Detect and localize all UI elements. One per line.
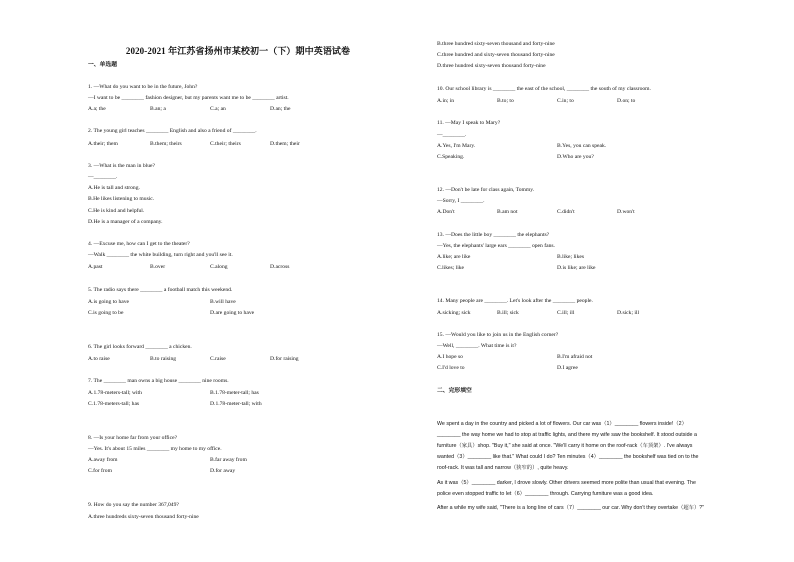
option-8a: A.away from — [88, 457, 118, 463]
option-11a: A.Yes, I'm Mary. — [437, 143, 476, 149]
option-13c: C.likes; like — [437, 265, 465, 271]
option-14a: A.sicking; sick — [437, 310, 471, 316]
option-1b: B.an; a — [150, 106, 166, 112]
option-13a: A.like; are like — [437, 254, 471, 260]
passage-line: furniture（家具）shop. "Buy it," she said at once. "We'll carry it home on the roof-rack（车顶架）. I've always — [437, 443, 693, 449]
option-1d: D.an; the — [270, 106, 291, 112]
option-7c: C.1.78-meters-tall; has — [88, 401, 140, 407]
option-5d: D.are going to have — [210, 310, 255, 316]
option-7d: D.1.78-meter-tall; with — [210, 401, 262, 407]
question-3-text: —________. — [88, 174, 118, 180]
question-12: 12. —Don't be late for class again, Tommy. — [437, 187, 535, 193]
option-11d: D.Who are you? — [557, 154, 594, 160]
option-10b: B.to; to — [497, 98, 514, 104]
passage-line: We spent a day in the country and picked a lot of flowers. Our car was（1）________ flowers inside!（2） — [437, 421, 687, 427]
question-9: 9. How do you say the number 367,049? — [88, 502, 179, 508]
option-13b: B.like; likes — [557, 254, 585, 260]
option-3c: C.He is kind and helpful. — [88, 208, 145, 214]
option-13d: D.is like; are like — [557, 265, 596, 271]
question-4: 4. —Excuse me, how can I get to the theater? — [88, 241, 190, 247]
option-15c: C.I'd love to — [437, 365, 465, 371]
option-12d: D.won't — [617, 209, 635, 215]
option-15b: B.I'm afraid not — [557, 354, 593, 360]
option-2c: C.their; theirs — [210, 141, 241, 147]
passage-line: After a while my wife said, "There is a long line of cars（7）________ our car. Why don't they overtake（超车）?" — [437, 505, 705, 511]
option-15a: A.I hope so — [437, 354, 463, 360]
question-14: 14. Many people are ________. Let's look after the ________ people. — [437, 298, 593, 304]
passage-line: As it was（5）________ darker, I drove slowly. Other drivers seemed more polite than usual that evening. The — [437, 480, 696, 486]
question-6: 6. The girl looks forward ________ a chicken. — [88, 344, 192, 350]
option-14d: D.sick; ill — [617, 310, 640, 316]
option-3a: A.He is tall and strong. — [88, 185, 140, 191]
question-10: 10. Our school library is ________ the east of the school, ________ the south of my classroom. — [437, 86, 651, 92]
option-1c: C.a; an — [210, 106, 226, 112]
question-8-text: —Yes. It's about 15 miles ________ my home to my office. — [88, 446, 222, 452]
option-10a: A.in; in — [437, 98, 455, 104]
option-6b: B.to raising — [150, 356, 177, 362]
option-8b: B.far away from — [210, 457, 247, 463]
option-3b: B.He likes listening to music. — [88, 196, 155, 202]
passage-line: wanted（3）________ like that." What could I do? Ten minutes（4）________ the bookshelf was tied on to the — [437, 454, 699, 460]
option-9d: D.three hundred sixty-seven thousand forty-nine — [437, 63, 546, 69]
question-7: 7. The ________ man owns a big house ________ nine rooms. — [88, 378, 229, 384]
option-6c: C.raise — [210, 356, 226, 362]
option-5b: B.will have — [210, 299, 236, 305]
section-heading-single-choice: 一、单选题 — [88, 62, 117, 68]
option-11b: B.Yes, you can speak. — [557, 143, 607, 149]
page-title: 2020-2021 年江苏省扬州市某校初一（下）期中英语试卷 — [125, 46, 351, 56]
question-1-text: —I want to be ________ fashion designer, but my parents want me to be ________ artist. — [88, 95, 289, 101]
option-2a: A.their; them — [88, 141, 118, 147]
question-8: 8. —Is your home far from your office? — [88, 435, 178, 441]
option-12b: B.am not — [497, 209, 518, 215]
option-2b: B.them; theirs — [150, 141, 182, 147]
option-7b: B.1.78-meter-tall; has — [210, 390, 259, 396]
option-2d: D.them; their — [270, 141, 300, 147]
question-12-text: —Sorry, I ________. — [437, 198, 485, 204]
question-4-text: —Walk ________ the white building, turn right and you'll see it. — [88, 252, 233, 258]
option-9b: B.three hundred sixty-seven thousand and forty-nine — [437, 41, 555, 47]
option-4a: A.past — [88, 264, 103, 270]
option-5c: C.is going to be — [88, 310, 124, 316]
question-3: 3. —What is the man in blue? — [88, 163, 155, 169]
question-1: 1. —What do you want to be in the future, John? — [88, 84, 198, 90]
option-14c: C.ill; ill — [557, 310, 575, 316]
option-4c: C.along — [210, 264, 228, 270]
question-2: 2. The young girl teaches ________ English and also a friend of ________. — [88, 128, 257, 134]
option-12a: A.Don't — [437, 209, 455, 215]
option-12c: C.didn't — [557, 209, 575, 215]
passage-line: roof-rack. It was tall and narrow（狭窄的）, quite heavy. — [437, 465, 569, 471]
option-8d: D.for away — [210, 468, 236, 474]
option-10d: D.on; to — [617, 98, 636, 104]
option-10c: C.in; to — [557, 98, 574, 104]
option-8c: C.for from — [88, 468, 112, 474]
option-3d: D.He is a manager of a company. — [88, 219, 163, 225]
passage-line: police even stopped traffic to let（6）________ through. Carrying furniture was a good idea. — [437, 491, 654, 497]
option-4b: B.over — [150, 264, 166, 270]
option-7a: A.1.78-meters-tall; with — [88, 390, 142, 396]
question-11: 11. —May I speak to Mary? — [437, 120, 501, 126]
question-5: 5. The radio says there ________ a football match this weekend. — [88, 287, 233, 293]
option-15d: D.I agree — [557, 365, 578, 371]
option-6d: D.for raising — [270, 356, 299, 362]
question-15: 15. —Would you like to join us in the English corner? — [437, 332, 559, 338]
section-heading-cloze: 二、完形填空 — [437, 388, 472, 394]
option-5a: A.is going to have — [88, 299, 130, 305]
option-14b: B.ill; sick — [497, 310, 519, 316]
option-11c: C.Speaking. — [437, 154, 465, 160]
question-13: 13. —Does the little boy ________ the elephants? — [437, 232, 550, 238]
option-1a: A.a; the — [88, 106, 106, 112]
option-4d: D.across — [270, 264, 290, 270]
question-13-text: —Yes, the elephants' large ears ________ open fans. — [437, 243, 555, 249]
option-9a: A.three hundreds sixty-seven thousand forty-nine — [88, 514, 199, 520]
question-11-text: —________. — [437, 132, 467, 138]
question-15-text: —Well, ________. What time is it? — [437, 343, 517, 349]
option-6a: A.to raise — [88, 356, 110, 362]
passage-line: ________ the way home we had to stop at traffic lights, and there my wife saw the bookshelf. It stood outside a — [437, 432, 697, 438]
option-9c: C.three hundred and sixty-seven thousand forty-nine — [437, 52, 555, 58]
